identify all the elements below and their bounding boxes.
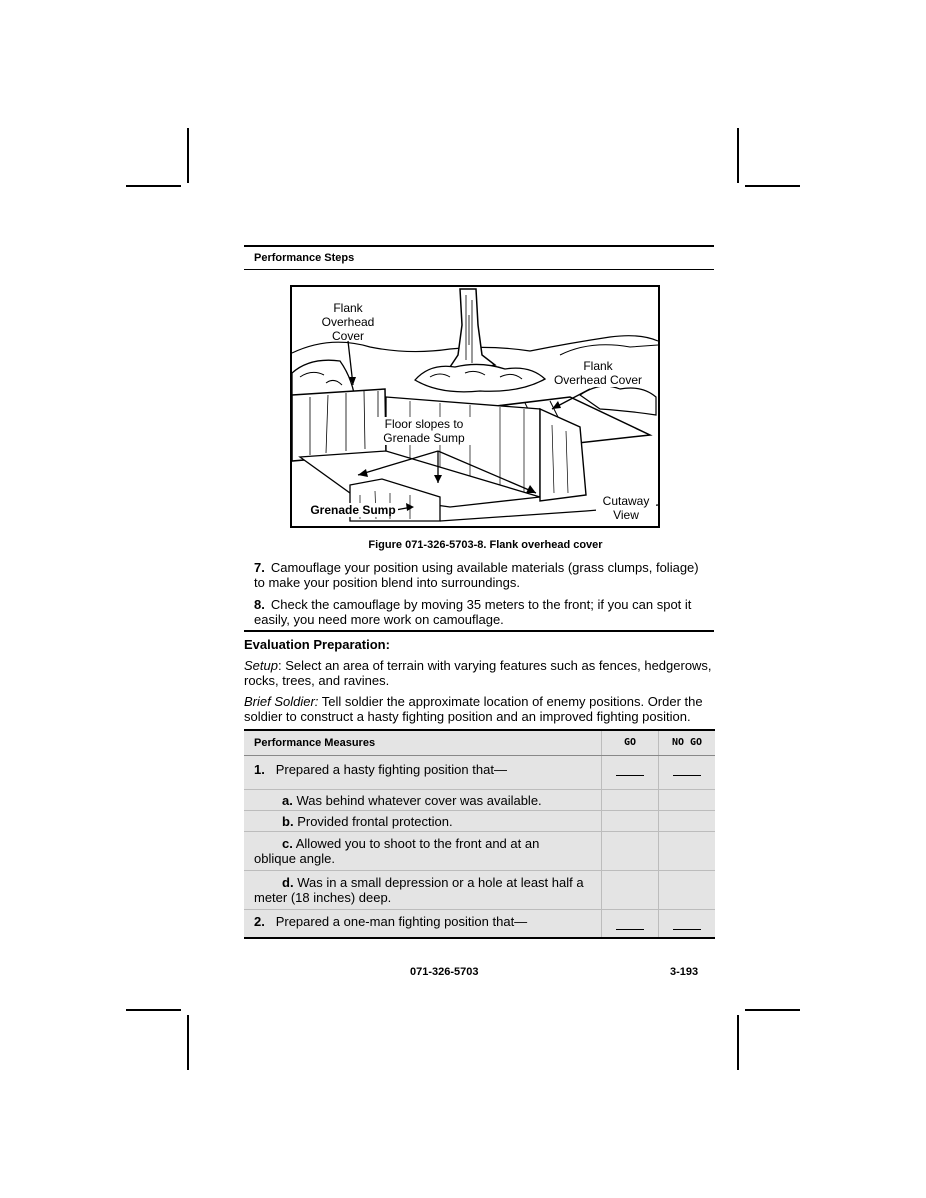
go-cell: [602, 910, 659, 939]
table-row: [244, 756, 715, 790]
measure-letter: c.: [282, 836, 293, 851]
performance-step-8: [244, 597, 714, 627]
crop-mark-bottom-left-vertical: [187, 1015, 189, 1070]
evaluation-preparation: [244, 630, 714, 724]
step-text: Check the camouflage by moving 35 meters to the front; if you can spot it easily, you need more work on camouflage.: [254, 597, 692, 627]
go-cell: [602, 790, 659, 811]
crop-mark-bottom-right-horizontal: [745, 1009, 800, 1011]
label-flank-overhead-cover-right: Flank Overhead Cover: [548, 359, 648, 387]
table-row: [244, 790, 715, 811]
go-blank[interactable]: [616, 763, 644, 776]
nogo-cell: [659, 832, 716, 871]
nogo-cell: [659, 756, 716, 790]
brief-soldier-label: Brief Soldier:: [244, 694, 319, 709]
step-number: 8.: [254, 597, 265, 612]
table-row: [244, 832, 715, 871]
label-flank-overhead-cover-left: Flank Overhead Cover: [321, 301, 375, 343]
section-header: Performance Steps: [244, 245, 714, 270]
measure-cell: [244, 910, 602, 939]
go-cell: [602, 811, 659, 832]
label-cutaway-view: Cutaway View: [596, 494, 656, 522]
table-header-row: [244, 730, 715, 756]
nogo-blank[interactable]: [673, 763, 701, 776]
measure-text: Was behind whatever cover was available.: [296, 793, 542, 808]
column-header-measures: Performance Measures: [244, 730, 602, 756]
crop-mark-top-right-vertical: [737, 128, 739, 183]
measure-letter: d.: [282, 875, 294, 890]
measure-number: 2.: [254, 914, 265, 929]
measure-text: Prepared a hasty fighting position that—: [275, 762, 507, 777]
brief-soldier-paragraph: [244, 694, 714, 724]
measure-text: Allowed you to shoot to the front and at an oblique angle.: [254, 836, 540, 866]
setup-label: Setup: [244, 658, 278, 673]
crop-mark-bottom-right-vertical: [737, 1015, 739, 1070]
nogo-cell: [659, 790, 716, 811]
go-cell: [602, 871, 659, 910]
nogo-cell: [659, 910, 716, 939]
evaluation-title: Evaluation Preparation:: [244, 637, 390, 652]
column-header-go: GO: [602, 730, 659, 756]
measure-cell: [244, 871, 602, 910]
performance-measures-table: [244, 729, 715, 939]
figure-caption: Figure 071-326-5703-8. Flank overhead cover: [368, 539, 603, 551]
measure-cell: [244, 756, 602, 790]
table-row: [244, 910, 715, 939]
go-cell: [602, 832, 659, 871]
page-content: [244, 245, 714, 939]
setup-text: : Select an area of terrain with varying features such as fences, hedgerows, rocks, trees, and ravines.: [244, 658, 712, 688]
setup-paragraph: [244, 658, 714, 688]
nogo-blank[interactable]: [673, 917, 701, 930]
page-number: 3-193: [670, 966, 699, 978]
performance-step-7: [244, 560, 714, 590]
measure-text: Prepared a one-man fighting position that—: [275, 914, 528, 929]
label-grenade-sump: Grenade Sump: [308, 503, 398, 517]
measure-text: Was in a small depression or a hole at least half a meter (18 inches) deep.: [254, 875, 584, 905]
table-row: [244, 811, 715, 832]
measure-cell: [244, 790, 602, 811]
crop-mark-top-left-horizontal: [126, 185, 181, 187]
measure-cell: [244, 832, 602, 871]
crop-mark-bottom-left-horizontal: [126, 1009, 181, 1011]
measure-letter: b.: [282, 814, 294, 829]
column-header-nogo: NO GO: [659, 730, 716, 756]
label-floor-slopes: Floor slopes to Grenade Sump: [376, 417, 472, 445]
crop-mark-top-left-vertical: [187, 128, 189, 183]
figure: [290, 285, 660, 528]
measure-number: 1.: [254, 762, 265, 777]
step-number: 7.: [254, 560, 265, 575]
step-text: Camouflage your position using available materials (grass clumps, foliage) to make your position blend into surroundings.: [254, 560, 699, 590]
brief-soldier-text: Tell soldier the approximate location of enemy positions. Order the soldier to construct a hasty fighting position and an improved fighting position.: [244, 694, 703, 724]
nogo-cell: [659, 871, 716, 910]
measure-cell: [244, 811, 602, 832]
table-row: [244, 871, 715, 910]
nogo-cell: [659, 811, 716, 832]
measure-text: Provided frontal protection.: [297, 814, 453, 829]
task-number-footer: 071-326-5703: [410, 966, 479, 978]
go-blank[interactable]: [616, 917, 644, 930]
measure-letter: a.: [282, 793, 293, 808]
go-cell: [602, 756, 659, 790]
crop-mark-top-right-horizontal: [745, 185, 800, 187]
